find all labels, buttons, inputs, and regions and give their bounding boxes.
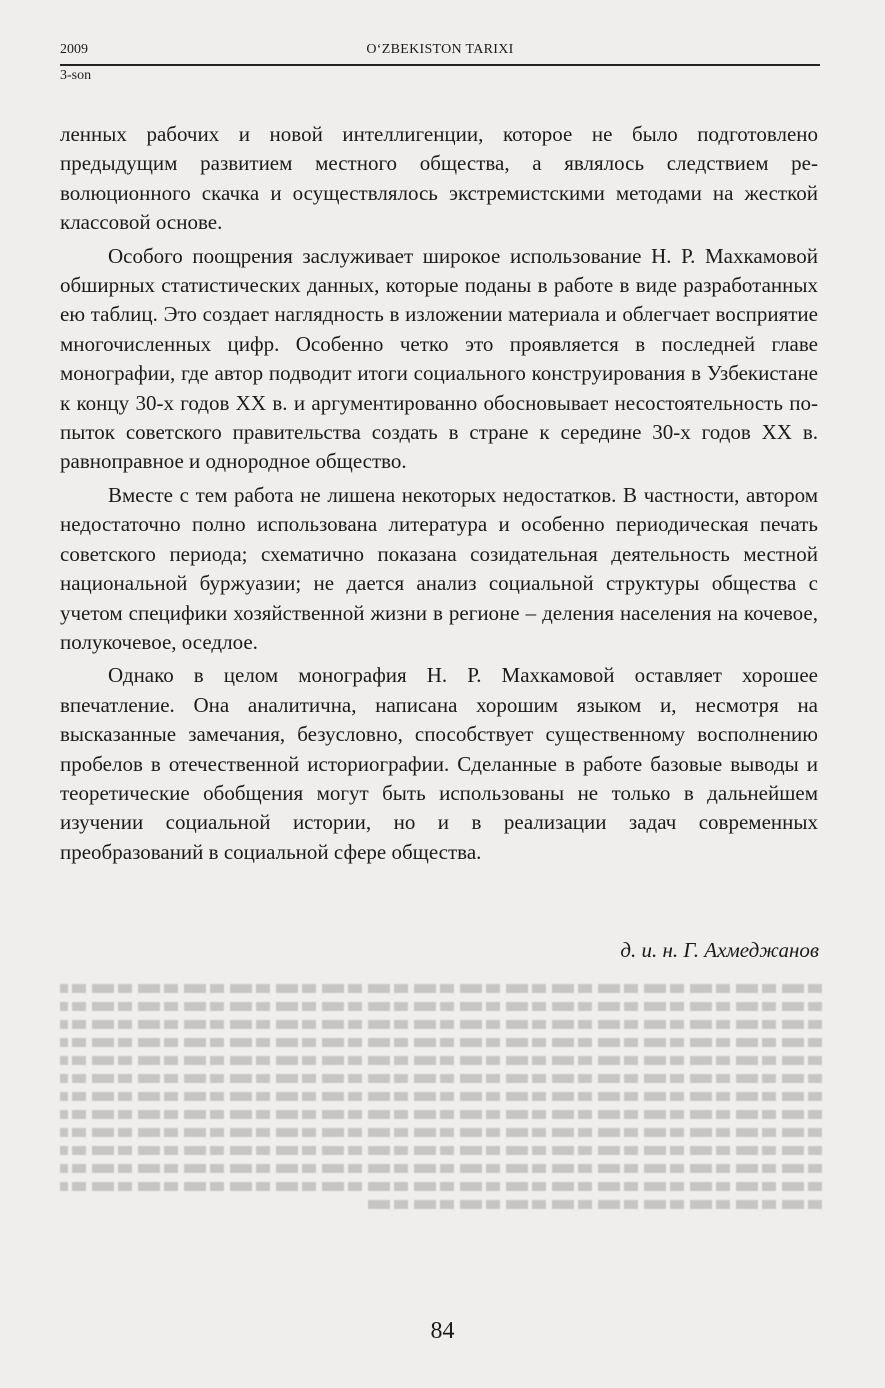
show-through-line (60, 1074, 822, 1083)
show-through-line (60, 1056, 822, 1065)
show-through-line (60, 984, 822, 993)
show-through-line (60, 1002, 822, 1011)
show-through-line (60, 1182, 822, 1191)
show-through-line (60, 1020, 822, 1029)
paragraph-2: Особого поощрения заслуживает широкое использование Н. Р. Махкамовой обширных статистических данных, которые поданы в работе в виде разработанных ею таблиц. Это создает наглядность в изложении материала и облегчает восприятие многочисленных цифр. Особенно четко это проявляется в последней главе монографии, где автор подводит итоги социального конструирования в Узбекистане к концу 30-х годов XX в. и аргументированно обосновывает несостоятельность попыток советского правительства создать в стране к середине 30-х годов XX в. равноправное и однородное общество. (60, 243, 818, 474)
header-journal-title: O‘ZBEKISTON TARIXI (366, 42, 514, 57)
paragraph-1: ленных рабочих и новой интеллигенции, которое не было подготовлено предыдущим развитием местного общества, а являлось следствием революционного скачка и осуществлялось экстремистскими методами на жесткой классовой основе. (60, 122, 818, 235)
show-through-line (365, 1200, 822, 1209)
show-through-line (60, 1164, 822, 1173)
header-issue: 3-son (60, 68, 92, 83)
header-rule (60, 64, 820, 66)
show-through-line (60, 1128, 822, 1137)
show-through-texture (60, 975, 822, 1217)
show-through-line (60, 1146, 822, 1155)
show-through-line (60, 1110, 822, 1119)
header-year: 2009 (60, 42, 88, 57)
paragraph-4: Однако в целом монография Н. Р. Махкамовой оставляет хорошее впечатление. Она аналитична, написана хорошим языком и, несмотря на высказанные замечания, безусловно, способствует существенному восполнению пробелов в отечественной историографии. Сделанные в работе базовые выводы и теоретические обобщения могут быть использованы не только в дальнейшем изучении социальной истории, но и в реализации задач современных преобразований в социальной сфере общества. (60, 663, 818, 864)
page-number: 84 (430, 1318, 455, 1344)
paragraph-3: Вместе с тем работа не лишена некоторых недостатков. В частности, автором недостаточно полно использована литература и особенно периодическая печать советского периода; схематично показана созидательная деятельность местной национальной буржуазии; не дается анализ социальной структуры общества с учетом специфики хозяйственной жизни в регионе – деления населения на кочевое, полукочевое, оседлое. (60, 482, 818, 654)
show-through-line (60, 1038, 822, 1047)
show-through-line (60, 1092, 822, 1101)
author-signature: д. и. н. Г. Ахмеджанов (620, 938, 819, 962)
article-body (60, 120, 818, 867)
running-header (60, 42, 820, 68)
